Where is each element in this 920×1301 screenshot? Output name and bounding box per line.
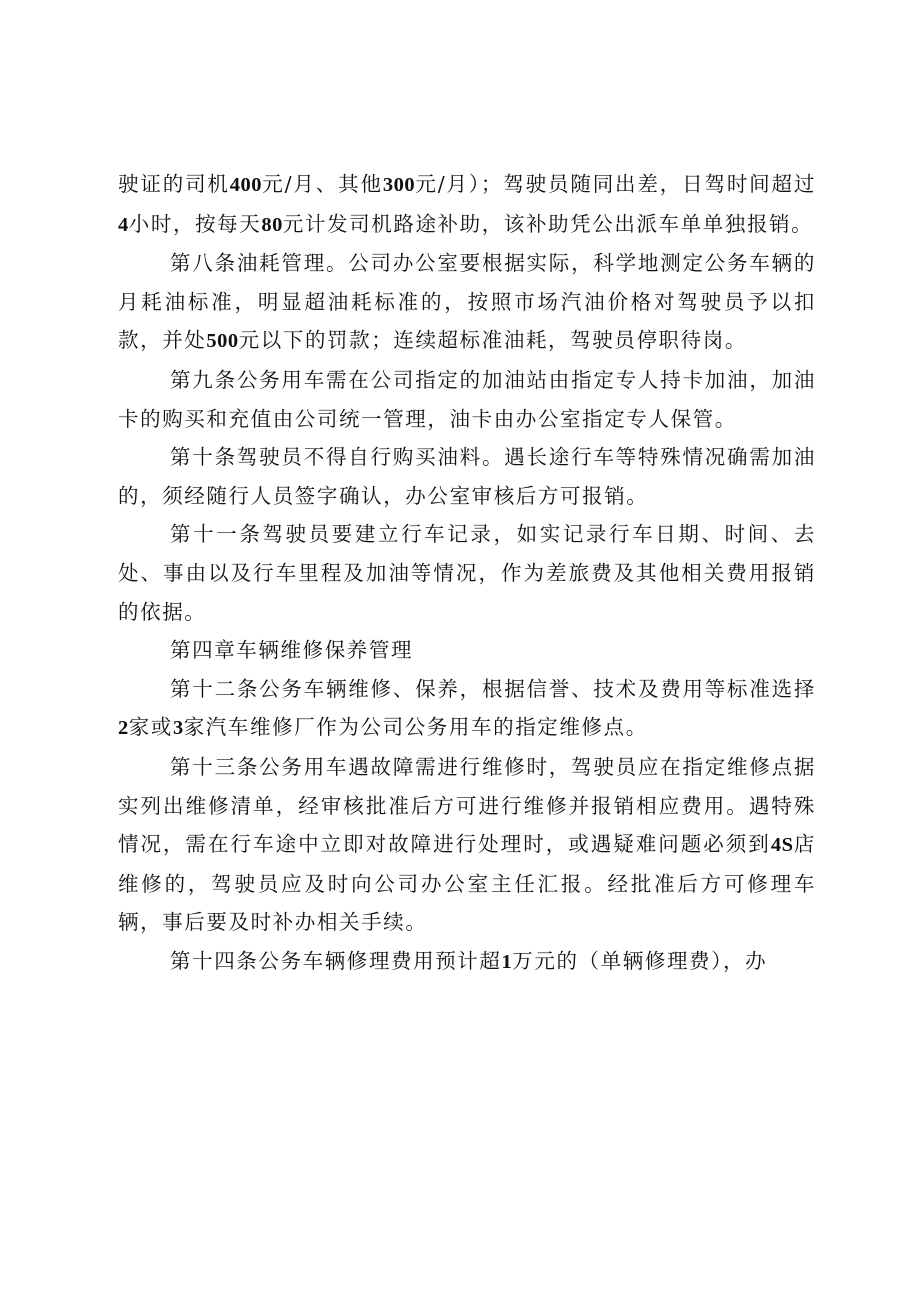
number-value: 1 [501,950,513,973]
text-run: 第十一条驾驶员要建立行车记录，如实记录行车日期、时间、去处、事由以及行车里程及加油等情况，作为差旅费及其他相关费用报销的依据。 [118,522,816,624]
paragraph-article-14-repair-cost [118,942,816,982]
text-run: 小时，按每天 [128,211,262,236]
paragraph-article-11-trip-record [118,515,816,631]
number-value: 4S [770,834,794,857]
text-run: 第十四条公务车辆修理费用预计超 [170,948,502,973]
text-run: 驶证的司机 [118,172,230,196]
text-run: 第八条油耗管理。公司办公室要根据实际，科学地测定公务车辆的月耗油标准，明显超油耗标准的，按照市场汽油价格对驾驶员予以扣款，并处 [118,251,816,353]
paragraph-article-10-fuel-purchase [118,438,816,515]
number-value: 3 [172,717,184,740]
text-run: 第十三条公务用车遇故障需进行维修时，驾驶员应在指定维修点据实列出维修清单，经审核批准后方可进行维修并报销相应费用。遇特殊情况，需在行车途中立即对故障进行处理时，或遇疑难问题必须到 [118,754,816,857]
chapter-4-heading [118,631,816,670]
text-run: 元以下的罚款；连续超标准油耗，驾驶员停职待岗。 [238,328,747,353]
number-value: 80 [261,213,283,236]
text-run: 元/月）；驾驶员随同出差，日驾时间超过 [415,172,816,196]
document-body [118,165,816,981]
text-run: 元/月、其他 [262,172,383,196]
paragraph-article-12-repair-shops [118,670,816,748]
text-run: 第九条公务用车需在公司指定的加油站由指定专人持卡加油，加油卡的购买和充值由公司统一管理，油卡由办公室指定专人保管。 [118,367,816,431]
paragraph-article-13-repair-procedure [118,748,816,942]
paragraph-driver-subsidy [118,165,816,244]
text-run: 家或 [128,715,173,740]
number-value: 2 [118,717,129,740]
number-value: 4 [118,213,129,236]
text-run: 万元的（单辆修理费），办 [512,948,768,973]
paragraph-article-8-fuel-consumption [118,244,816,361]
text-run: 第十条驾驶员不得自行购买油料。遇长途行车等特殊情况确需加油的，须经随行人员签字确认，办公室审核后方可报销。 [118,445,816,508]
text-run: 元计发司机路途补助，该补助凭公出派车单单独报销。 [282,211,814,236]
text-run: 家汽车维修厂作为公司公务用车的指定维修点。 [183,715,648,740]
text-run: 第四章车辆维修保养管理 [170,638,414,663]
text-run: 第十二条公务车辆维修、保养，根据信誉、技术及费用等标准选择 [170,676,816,701]
paragraph-article-9-fuel-card [118,361,816,438]
number-value: 500 [206,330,239,353]
number-value: 300 [382,174,416,196]
number-value: 400 [229,174,263,196]
text-run: 店维修的，驾驶员应及时向公司办公室主任汇报。经批准后方可修理车辆，事后要及时补办相关手续。 [118,832,816,935]
